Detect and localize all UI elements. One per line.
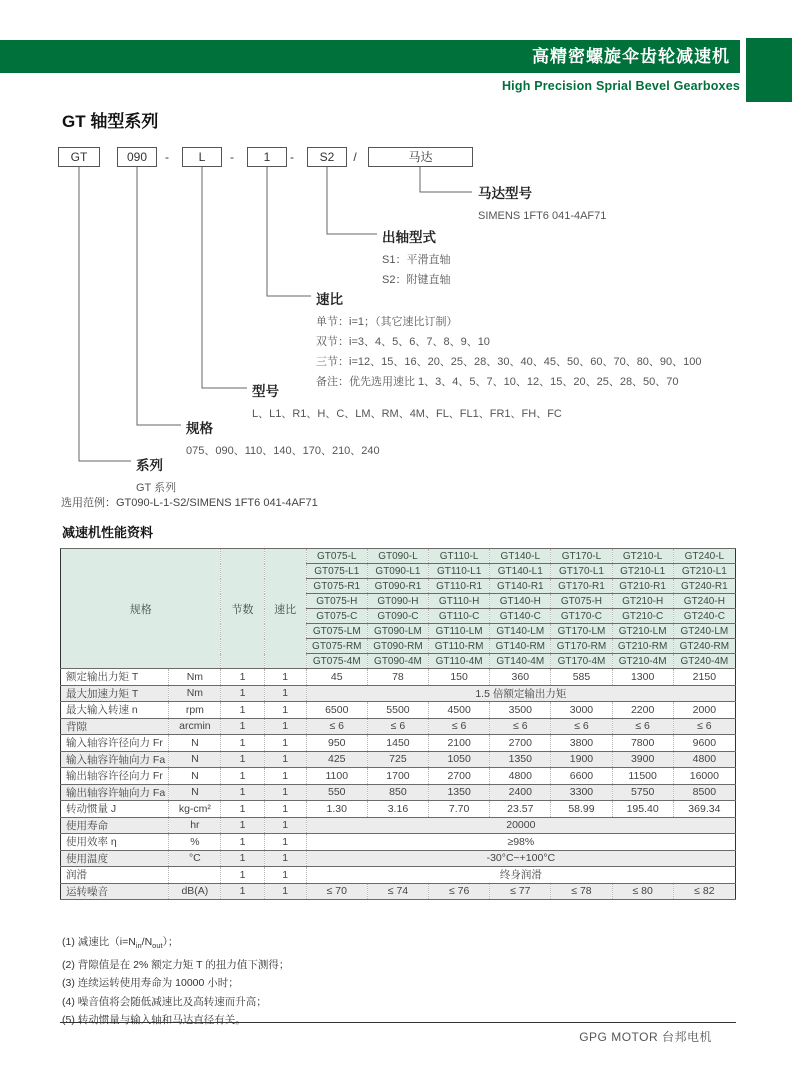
value-cell: 950 <box>306 735 367 752</box>
param-row <box>61 702 736 719</box>
param-ratio: 1 <box>264 768 306 785</box>
param-unit: % <box>169 834 221 851</box>
model-cell: GT110-4M <box>429 654 490 669</box>
param-stages: 1 <box>221 883 264 900</box>
param-label: 最大输入转速 n <box>61 702 169 719</box>
value-cell: 16000 <box>673 768 735 785</box>
value-cell: 369.34 <box>673 801 735 818</box>
model-cell: GT075-L <box>306 549 367 564</box>
performance-table <box>60 548 736 900</box>
param-stages: 1 <box>221 702 264 719</box>
model-cell: GT110-RM <box>429 639 490 654</box>
param-ratio: 1 <box>264 669 306 686</box>
value-cell: 7800 <box>612 735 673 752</box>
value-cell: 1350 <box>429 784 490 801</box>
callout-label: 速比 <box>316 292 343 307</box>
callout-label: 型号 <box>252 384 279 399</box>
value-cell: 850 <box>367 784 428 801</box>
value-cell: 195.40 <box>612 801 673 818</box>
model-code-separator: - <box>290 150 294 164</box>
param-unit: N <box>169 735 221 752</box>
footnote-line <box>62 993 289 1012</box>
param-ratio: 1 <box>264 702 306 719</box>
value-cell: ≤ 6 <box>612 718 673 735</box>
model-cell: GT240-C <box>673 609 735 624</box>
callout-label: 出轴型式 <box>382 230 436 245</box>
model-cell: GT110-C <box>429 609 490 624</box>
param-stages: 1 <box>221 751 264 768</box>
value-cell: 425 <box>306 751 367 768</box>
model-cell: GT090-H <box>367 594 428 609</box>
model-cell: GT075-H <box>551 594 612 609</box>
param-ratio: 1 <box>264 867 306 884</box>
model-cell: GT170-LM <box>551 624 612 639</box>
value-cell: 1350 <box>490 751 551 768</box>
value-cell: ≤ 70 <box>306 883 367 900</box>
value-cell: 3500 <box>490 702 551 719</box>
param-unit: Nm <box>169 685 221 702</box>
footnote-text: (2) 背隙值是在 2% 额定力矩 T 的扭力值下测得； <box>62 958 290 971</box>
model-code-separator: - <box>165 150 169 164</box>
param-row <box>61 669 736 686</box>
param-unit: hr <box>169 817 221 834</box>
value-cell: 4800 <box>490 768 551 785</box>
footnote-text: ）； <box>162 936 179 948</box>
model-cell: GT090-R1 <box>367 579 428 594</box>
merged-value-cell: 20000 <box>306 817 735 834</box>
param-label: 输出轴容许径向力 Fr <box>61 768 169 785</box>
merged-value-cell: 终身润滑 <box>306 867 735 884</box>
footnote-subscript: in <box>135 941 142 951</box>
model-cell: GT170-L <box>551 549 612 564</box>
model-cell: GT240-LM <box>673 624 735 639</box>
model-cell: GT170-R1 <box>551 579 612 594</box>
model-code-box: S2 <box>307 147 347 167</box>
model-cell: GT170-L1 <box>551 564 612 579</box>
ratio-header: 速比 <box>264 549 306 669</box>
value-cell: 3900 <box>612 751 673 768</box>
param-ratio: 1 <box>264 834 306 851</box>
merged-value-cell: 1.5 倍额定输出力矩 <box>306 685 735 702</box>
model-cell: GT075-H <box>306 594 367 609</box>
param-label: 输入轴容许轴向力 Fa <box>61 751 169 768</box>
model-code-callout <box>186 417 380 461</box>
model-code-callout <box>478 182 606 226</box>
param-ratio: 1 <box>264 685 306 702</box>
value-cell: 1300 <box>612 669 673 686</box>
param-label: 额定输出力矩 T <box>61 669 169 686</box>
model-cell: GT140-H <box>490 594 551 609</box>
param-row <box>61 735 736 752</box>
model-code-separator: - <box>230 150 234 164</box>
param-ratio: 1 <box>264 735 306 752</box>
callout-line: 备注：优先选用速比 1、3、4、5、7、10、12、15、20、25、28、50、70 <box>316 376 679 388</box>
value-cell: 8500 <box>673 784 735 801</box>
callout-line: SIMENS 1FT6 041-4AF71 <box>478 210 607 222</box>
value-cell: 45 <box>306 669 367 686</box>
model-cell: GT170-4M <box>551 654 612 669</box>
model-cell: GT240-RM <box>673 639 735 654</box>
param-row <box>61 784 736 801</box>
param-row <box>61 817 736 834</box>
param-stages: 1 <box>221 850 264 867</box>
value-cell: 360 <box>490 669 551 686</box>
param-label: 使用效率 η <box>61 834 169 851</box>
callout-line: S1：平滑直轴 <box>382 254 451 266</box>
param-ratio: 1 <box>264 801 306 818</box>
param-unit: °C <box>169 850 221 867</box>
value-cell: 1450 <box>367 735 428 752</box>
callout-line: GT 系列 <box>136 482 177 494</box>
value-cell: 2150 <box>673 669 735 686</box>
param-stages: 1 <box>221 768 264 785</box>
value-cell: 550 <box>306 784 367 801</box>
value-cell: 9600 <box>673 735 735 752</box>
callout-line: 单节：i=1；（其它速比订制） <box>316 316 458 328</box>
footnote-subscript: out <box>152 941 163 951</box>
merged-value-cell: -30°C~+100°C <box>306 850 735 867</box>
model-cell: GT240-H <box>673 594 735 609</box>
model-header-row <box>61 549 736 564</box>
value-cell: 2000 <box>673 702 735 719</box>
param-ratio: 1 <box>264 850 306 867</box>
header-corner-block <box>746 38 792 102</box>
model-cell: GT210-L1 <box>673 564 735 579</box>
value-cell: 6600 <box>551 768 612 785</box>
model-cell: GT210-H <box>612 594 673 609</box>
param-row <box>61 801 736 818</box>
param-label: 背隙 <box>61 718 169 735</box>
value-cell: 2400 <box>490 784 551 801</box>
model-cell: GT090-LM <box>367 624 428 639</box>
value-cell: ≤ 77 <box>490 883 551 900</box>
header-title-cn: 高精密螺旋伞齿轮减速机 <box>532 47 730 66</box>
value-cell: ≤ 80 <box>612 883 673 900</box>
param-unit: N <box>169 784 221 801</box>
param-unit: Nm <box>169 669 221 686</box>
model-cell: GT075-C <box>306 609 367 624</box>
merged-value-cell: ≥98% <box>306 834 735 851</box>
param-label: 运转噪音 <box>61 883 169 900</box>
param-unit: dB(A) <box>169 883 221 900</box>
param-label: 润滑 <box>61 867 169 884</box>
model-cell: GT210-4M <box>612 654 673 669</box>
param-row <box>61 834 736 851</box>
value-cell: 78 <box>367 669 428 686</box>
header-title-en: High Precision Sprial Bevel Gearboxes <box>501 79 740 93</box>
model-cell: GT240-R1 <box>673 579 735 594</box>
value-cell: 11500 <box>612 768 673 785</box>
footnote-text: (4) 噪音值将会随低减速比及高转速而升高； <box>62 995 267 1008</box>
value-cell: ≤ 82 <box>673 883 735 900</box>
model-cell: GT075-LM <box>306 624 367 639</box>
footnote-text: (1) 减速比（i=N <box>62 936 136 948</box>
value-cell: 4800 <box>673 751 735 768</box>
footnote-line <box>62 974 289 993</box>
model-cell: GT110-L <box>429 549 490 564</box>
value-cell: 6500 <box>306 702 367 719</box>
value-cell: 5500 <box>367 702 428 719</box>
performance-table-title: 减速机性能资料 <box>62 525 154 540</box>
value-cell: 1050 <box>429 751 490 768</box>
model-cell: GT090-RM <box>367 639 428 654</box>
performance-table-body <box>61 549 736 900</box>
param-label: 使用温度 <box>61 850 169 867</box>
model-cell: GT110-H <box>429 594 490 609</box>
stages-header: 节数 <box>221 549 264 669</box>
param-unit: rpm <box>169 702 221 719</box>
param-label: 转动惯量 J <box>61 801 169 818</box>
value-cell: ≤ 74 <box>367 883 428 900</box>
callout-label: 规格 <box>186 421 213 436</box>
model-cell: GT210-C <box>612 609 673 624</box>
model-code-separator: / <box>353 150 357 164</box>
value-cell: 1900 <box>551 751 612 768</box>
param-unit: N <box>169 768 221 785</box>
value-cell: ≤ 78 <box>551 883 612 900</box>
param-stages: 1 <box>221 784 264 801</box>
value-cell: 150 <box>429 669 490 686</box>
model-cell: GT140-4M <box>490 654 551 669</box>
value-cell: 2200 <box>612 702 673 719</box>
param-stages: 1 <box>221 817 264 834</box>
model-cell: GT110-R1 <box>429 579 490 594</box>
value-cell: ≤ 76 <box>429 883 490 900</box>
footer-rule <box>60 1022 736 1023</box>
param-row <box>61 751 736 768</box>
model-cell: GT140-R1 <box>490 579 551 594</box>
param-stages: 1 <box>221 685 264 702</box>
footnote-text: (5) 转动惯量与输入轴和马达直径有关。 <box>62 1014 246 1027</box>
param-stages: 1 <box>221 834 264 851</box>
value-cell: 1700 <box>367 768 428 785</box>
param-ratio: 1 <box>264 784 306 801</box>
param-row <box>61 867 736 884</box>
value-cell: ≤ 6 <box>551 718 612 735</box>
model-cell: GT140-L <box>490 549 551 564</box>
value-cell: 2100 <box>429 735 490 752</box>
value-cell: ≤ 6 <box>367 718 428 735</box>
model-cell: GT140-LM <box>490 624 551 639</box>
param-stages: 1 <box>221 867 264 884</box>
model-cell: GT090-C <box>367 609 428 624</box>
value-cell: 3000 <box>551 702 612 719</box>
param-label: 使用寿命 <box>61 817 169 834</box>
param-label: 最大加速力矩 T <box>61 685 169 702</box>
value-cell: 23.57 <box>490 801 551 818</box>
value-cell: 58.99 <box>551 801 612 818</box>
param-label: 输入轴容许径向力 Fr <box>61 735 169 752</box>
model-cell: GT210-L1 <box>612 564 673 579</box>
value-cell: 725 <box>367 751 428 768</box>
model-cell: GT090-4M <box>367 654 428 669</box>
model-cell: GT090-L1 <box>367 564 428 579</box>
value-cell: 3.16 <box>367 801 428 818</box>
footnote-line <box>62 956 289 975</box>
param-row <box>61 883 736 900</box>
model-code-box: 090 <box>117 147 157 167</box>
model-cell: GT240-L <box>673 549 735 564</box>
param-ratio: 1 <box>264 718 306 735</box>
callout-label: 系列 <box>136 458 163 473</box>
model-cell: GT240-4M <box>673 654 735 669</box>
callout-line: 075、090、110、140、170、210、240 <box>186 445 380 457</box>
param-row <box>61 850 736 867</box>
value-cell: ≤ 6 <box>429 718 490 735</box>
param-unit: N <box>169 751 221 768</box>
param-stages: 1 <box>221 669 264 686</box>
value-cell: 4500 <box>429 702 490 719</box>
value-cell: 7.70 <box>429 801 490 818</box>
param-ratio: 1 <box>264 817 306 834</box>
value-cell: ≤ 6 <box>306 718 367 735</box>
model-cell: GT140-L1 <box>490 564 551 579</box>
value-cell: 1.30 <box>306 801 367 818</box>
header-bar <box>0 40 740 73</box>
model-cell: GT210-R1 <box>612 579 673 594</box>
value-cell: 2700 <box>429 768 490 785</box>
value-cell: 5750 <box>612 784 673 801</box>
param-row <box>61 685 736 702</box>
model-code-box: GT <box>58 147 100 167</box>
model-code-callout <box>136 454 176 498</box>
spec-header: 规格 <box>61 549 221 669</box>
model-cell: GT210-L <box>612 549 673 564</box>
callout-line: L、L1、R1、H、C、LM、RM、4M、FL、FL1、FR1、FH、FC <box>252 408 562 420</box>
model-code-callout <box>382 226 450 290</box>
param-label: 输出轴容许轴向力 Fa <box>61 784 169 801</box>
model-code-callout <box>316 288 702 392</box>
model-cell: GT140-RM <box>490 639 551 654</box>
selection-example: 选用范例：GT090-L-1-S2/SIMENS 1FT6 041-4AF71 <box>61 497 318 509</box>
param-stages: 1 <box>221 718 264 735</box>
param-ratio: 1 <box>264 883 306 900</box>
footnote-text: (3) 连续运转使用寿命为 10000 小时； <box>62 977 239 990</box>
param-stages: 1 <box>221 801 264 818</box>
callout-line: 双节：i=3、4、5、6、7、8、9、10 <box>316 336 490 348</box>
value-cell: 1100 <box>306 768 367 785</box>
value-cell: ≤ 6 <box>673 718 735 735</box>
param-ratio: 1 <box>264 751 306 768</box>
model-cell: GT170-C <box>551 609 612 624</box>
param-unit: kg-cm² <box>169 801 221 818</box>
value-cell: 585 <box>551 669 612 686</box>
model-cell: GT075-RM <box>306 639 367 654</box>
footnote-line <box>62 1011 289 1030</box>
section-title: GT 轴型系列 <box>62 112 159 131</box>
callout-line: S2：附键直轴 <box>382 274 451 286</box>
model-cell: GT210-LM <box>612 624 673 639</box>
model-cell: GT170-RM <box>551 639 612 654</box>
model-cell: GT210-RM <box>612 639 673 654</box>
model-cell: GT090-L <box>367 549 428 564</box>
param-row <box>61 768 736 785</box>
value-cell: 2700 <box>490 735 551 752</box>
footnote-text: /N <box>141 936 153 948</box>
model-cell: GT110-LM <box>429 624 490 639</box>
model-cell: GT075-L1 <box>306 564 367 579</box>
value-cell: 3800 <box>551 735 612 752</box>
footnote-line <box>62 933 289 956</box>
callout-label: 马达型号 <box>478 186 532 201</box>
footnotes <box>62 933 289 1030</box>
value-cell: 3300 <box>551 784 612 801</box>
model-cell: GT140-C <box>490 609 551 624</box>
param-stages: 1 <box>221 735 264 752</box>
model-cell: GT075-4M <box>306 654 367 669</box>
model-code-box: 马达 <box>368 147 473 167</box>
model-cell: GT075-R1 <box>306 579 367 594</box>
model-code-box: L <box>182 147 222 167</box>
param-unit: arcmin <box>169 718 221 735</box>
model-code-box: 1 <box>247 147 287 167</box>
param-row <box>61 718 736 735</box>
model-cell: GT110-L1 <box>429 564 490 579</box>
param-unit <box>169 867 221 884</box>
value-cell: ≤ 6 <box>490 718 551 735</box>
callout-line: 三节：i=12、15、16、20、25、28、30、40、45、50、60、70、80、90、100 <box>316 356 702 368</box>
footer-brand: GPG MOTOR 台邦电机 <box>579 1030 712 1044</box>
